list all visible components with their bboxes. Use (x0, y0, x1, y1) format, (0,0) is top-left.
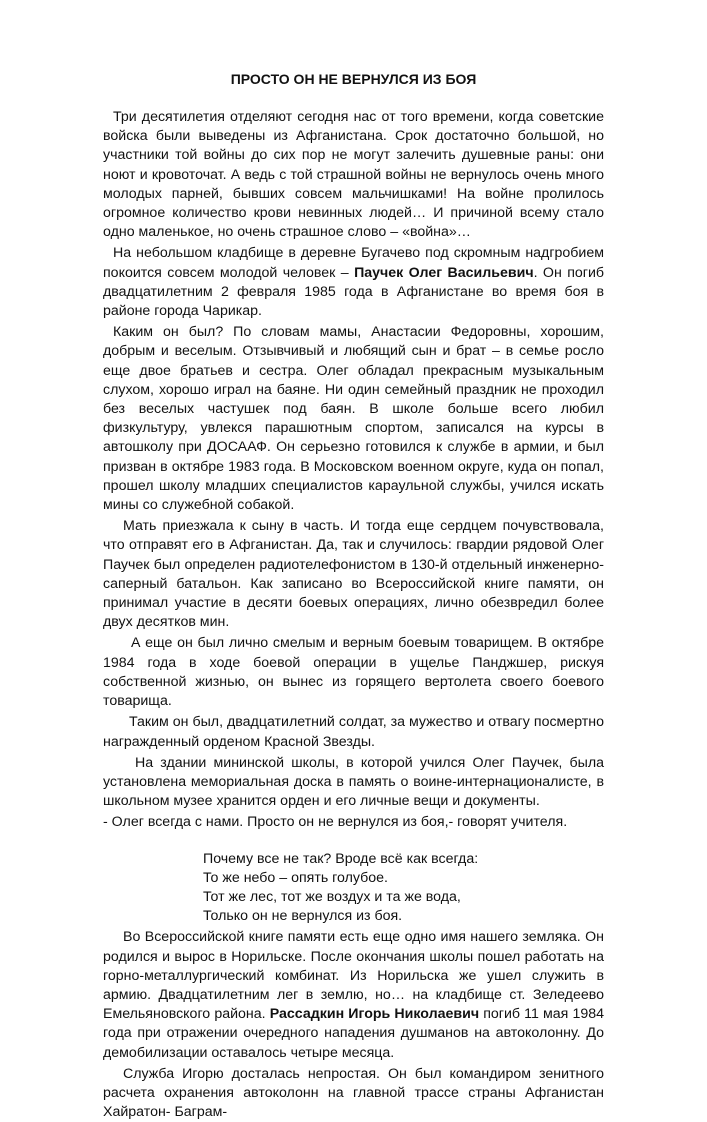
paragraph-mother: Мать приезжала к сыну в часть. И тогда еще сердцем почувствовала, что отправят его в Афганистан. Да, так и случилось: гвардии рядовой Олег Паучек был определен радиотелефонистом в 130-й отдельный инженерно-саперный батальон. Как записано во Всероссийской книге памяти, он принимал участие в десяти боевых операциях, лично обезвредил более двух десятков мин. (103, 518, 604, 631)
person-name-rassadkin: Рассадкин Игорь Николаевич (269, 1006, 480, 1023)
poem-line: Почему все не так? Вроде всё как всегда: (203, 850, 479, 867)
article-body (103, 108, 604, 1122)
poem-line: То же небо – опять голубое. (203, 869, 388, 886)
paragraph-rassadkin-text-start: Во Всероссийской книге памяти есть еще одно имя нашего земляка. Он родился и вырос в Норильске. После окончания школы пошел работать на горно-металлургический комбинат. Из Норильска же ушел служить в армию. Двадцатилетним лег в землю, но… на кладбище ст. Зеледеево Емельяновского района. (103, 929, 604, 1023)
article-title: ПРОСТО ОН НЕ ВЕРНУЛСЯ ИЗ БОЯ (230, 71, 477, 87)
poem-line: Только он не вернулся из боя. (203, 908, 403, 925)
paragraph-intro: Три десятилетия отделяют сегодня нас от того времени, когда советские войска были выведены из Афганистана. Срок достаточно большой, но участники той войны до сих пор не могут залечить душевные раны: они ноют и кровоточат. А ведь с той страшной войны не вернулось очень много молодых парней, бывших совсем мальчишками! На войне пролилось огромное количество крови невинных людей… И причиной всему стало одно маленькое, но очень страшное слово – «война»… (103, 109, 604, 241)
paragraph-character: Каким он был? По словам мамы, Анастасии Федоровны, хорошим, добрым и веселым. Отзывчивый и любящий сын и брат – в семье росло еще двое братьев и сестра. Олег обладал прекрасным музыкальным слухом, хорошо играл на баяне. Ни один семейный праздник не проходил без веселых частушек под баян. В школе больше всего любил физкультуру, увлекся парашютным спортом, записался на курсы в автошколу при ДОСААФ. Он серьезно готовился к службе в армии, и был призван в октябре 1983 года. В Московском военном округе, куда он попал, прошел школу младших специалистов караульной службы, учился искать мины со служебной собакой. (103, 324, 604, 514)
poem-stanza (203, 850, 604, 927)
paragraph-burial-text-start: На небольшом кладбище в деревне Бугачево под скромным надгробием покоится совсем молодой человек – (103, 245, 604, 281)
paragraph-teachers-quote: - Олег всегда с нами. Просто он не вернулся из боя,- говорят учителя. (103, 814, 568, 831)
paragraph-service: Служба Игорю досталась непростая. Он был командиром зенитного расчета охранения автоколонн на главной трассе страны Афганистан Хайратон- Баграм- (103, 1065, 604, 1121)
paragraph-rassadkin (103, 928, 604, 1062)
paragraph-rassadkin-text-end: погиб 11 мая 1984 года при отражении очередного нападения душманов на автоколонну. До демобилизации оставалось четыре месяца. (103, 1006, 605, 1061)
paragraph-award: Таким он был, двадцатилетний солдат, за мужество и отвагу посмертно награжденный орденом Красной Звезды. (103, 714, 604, 750)
paragraph-burial (103, 244, 604, 321)
poem-line: Тот же лес, тот же воздух и та же вода, (203, 888, 461, 905)
paragraph-burial-text-end: . Он погиб двадцатилетним 2 февраля 1985 года в Афганистане во время боя в районе города Чарикар. (103, 264, 604, 320)
paragraph-bravery: А еще он был лично смелым и верным боевым товарищем. В октябре 1984 года в ходе боевой операции в ущелье Панджшер, рискуя собственной жизнью, он вынес из горящего вертолета своего боевого товарища. (103, 635, 604, 710)
person-name-pauchek: Паучек Олег Васильевич (354, 264, 534, 281)
paragraph-memorial: На здании мининской школы, в которой учился Олег Паучек, была установлена мемориальная доска в память о воине-интернационалисте, в школьном музее хранится орден и его личные вещи и документы. (103, 754, 604, 810)
